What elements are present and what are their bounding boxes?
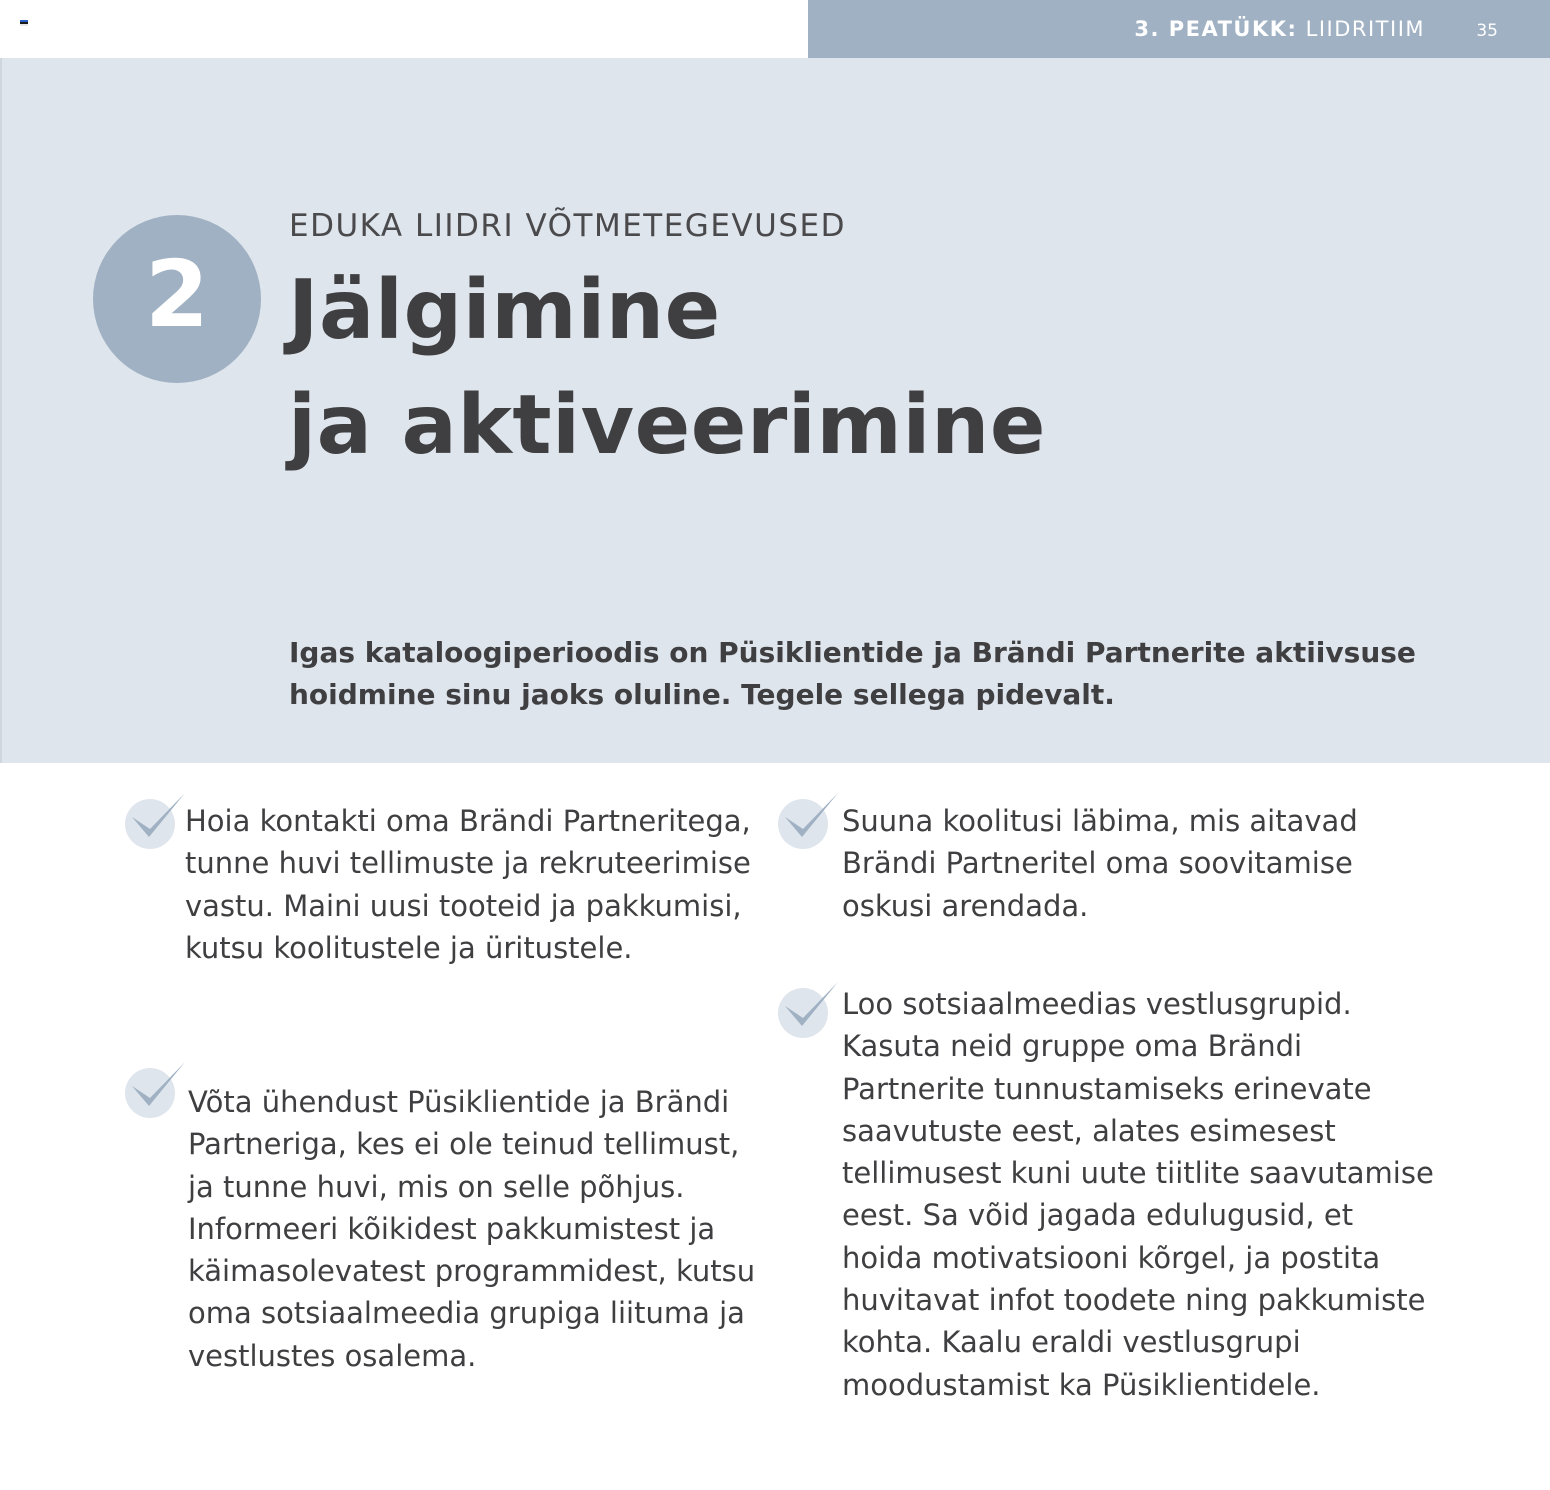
list-item-line: vastu. Maini uusi tooteid ja pakkumisi, bbox=[185, 888, 742, 923]
title-line: Jälgimine bbox=[288, 263, 721, 358]
lead-line: hoidmine sinu jaoks oluline. Tegele sellega pidevalt. bbox=[289, 678, 1115, 711]
list-item-line: kohta. Kaalu eraldi vestlusgrupi bbox=[842, 1325, 1301, 1360]
chapter-prefix: 3. PEATÜKK: bbox=[1134, 17, 1298, 41]
list-item-text bbox=[185, 800, 751, 969]
check-icon bbox=[124, 1056, 188, 1120]
list-item-line: eest. Sa võid jagada edulugusid, et bbox=[842, 1198, 1354, 1233]
chapter-header bbox=[808, 0, 1550, 58]
list-item-line: Informeeri kõikidest pakkumistest ja bbox=[188, 1211, 716, 1246]
list-item-text bbox=[842, 983, 1434, 1406]
list-item-line: Suuna koolitusi läbima, mis aitavad bbox=[842, 804, 1358, 838]
list-item-line: ja tunne huvi, mis on selle põhjus. bbox=[188, 1169, 685, 1204]
list-item-text bbox=[188, 1081, 755, 1377]
list-item-line: tellimusest kuni uute tiitlite saavutamise bbox=[842, 1156, 1434, 1191]
list-item-line: kutsu koolitustele ja üritustele. bbox=[185, 930, 633, 965]
list-item-line: tunne huvi tellimuste ja rekruteerimise bbox=[185, 846, 751, 881]
list-item-line: Võta ühendust Püsiklientide ja Brändi bbox=[188, 1085, 730, 1119]
check-icon bbox=[124, 787, 188, 851]
list-item-line: saavutuste eest, alates esimesest bbox=[842, 1113, 1336, 1148]
list-item-line: oma sotsiaalmeedia grupiga liituma ja bbox=[188, 1296, 745, 1331]
flag-icon bbox=[20, 20, 28, 26]
lead-line: Igas kataloogiperioodis on Püsiklientide ja Brändi Partnerite aktiivsuse bbox=[289, 636, 1416, 669]
list-item-line: vestlustes osalema. bbox=[188, 1338, 477, 1373]
list-item-line: hoida motivatsiooni kõrgel, ja postita bbox=[842, 1240, 1381, 1275]
section-kicker: EDUKA LIIDRI VÕTMETEGEVUSED bbox=[289, 208, 846, 244]
step-number-badge bbox=[93, 215, 261, 383]
list-item-line: Hoia kontakti oma Brändi Partneritega, bbox=[185, 804, 751, 838]
list-item-line: Kasuta neid gruppe oma Brändi bbox=[842, 1029, 1303, 1064]
list-item-text bbox=[842, 800, 1358, 927]
list-item-line: oskusi arendada. bbox=[842, 888, 1089, 923]
list-item-line: Loo sotsiaalmeedias vestlusgrupid. bbox=[842, 987, 1352, 1021]
step-number: 2 bbox=[144, 241, 209, 348]
list-item-line: Partneriga, kes ei ole teinud tellimust, bbox=[188, 1127, 740, 1162]
title-line: ja aktiveerimine bbox=[288, 378, 1046, 473]
page-number: 35 bbox=[1476, 21, 1498, 41]
chapter-title: LIIDRITIIM bbox=[1305, 17, 1425, 41]
chapter-label bbox=[1134, 17, 1425, 41]
check-icon bbox=[777, 787, 841, 851]
list-item-line: käimasolevatest programmidest, kutsu bbox=[188, 1254, 756, 1289]
list-item-line: moodustamist ka Püsiklientidele. bbox=[842, 1367, 1321, 1402]
list-item-line: Partnerite tunnustamiseks erinevate bbox=[842, 1071, 1372, 1106]
page-title bbox=[288, 253, 1046, 483]
lead-paragraph bbox=[289, 632, 1439, 716]
hero-section bbox=[0, 58, 1550, 763]
check-icon bbox=[777, 976, 841, 1040]
list-item-line: huvitavat infot toodete ning pakkumiste bbox=[842, 1283, 1426, 1318]
list-item-line: Brändi Partneritel oma soovitamise bbox=[842, 846, 1353, 881]
